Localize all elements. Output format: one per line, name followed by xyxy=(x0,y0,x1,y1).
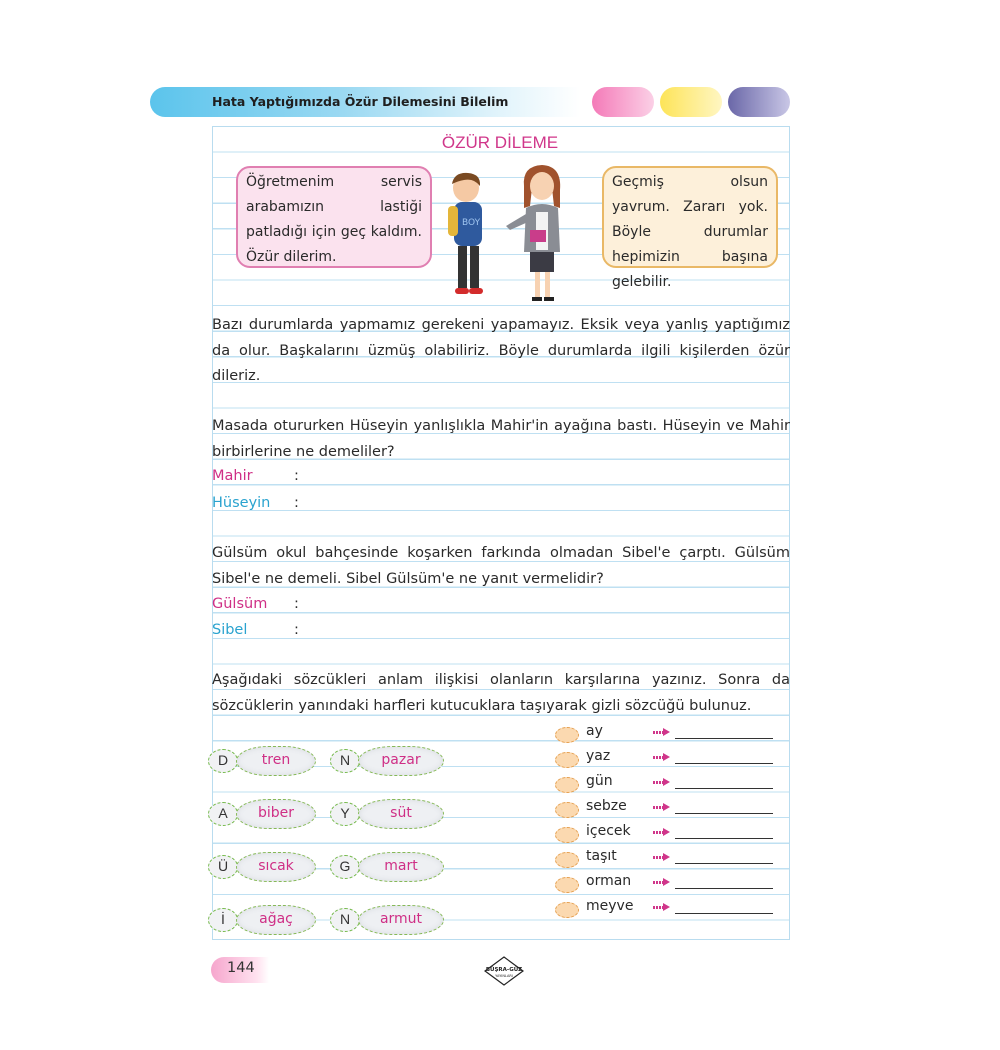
target-row xyxy=(555,872,795,897)
decor-pill-purple xyxy=(728,87,790,117)
answer-line[interactable] xyxy=(675,838,773,839)
answer-colon: : xyxy=(294,495,299,511)
svg-text:BOY: BOY xyxy=(462,218,481,228)
answer-label: Hüseyin xyxy=(212,495,271,511)
teacher-illustration xyxy=(502,160,576,306)
word-cloud: süt xyxy=(358,799,444,829)
publisher-logo-icon xyxy=(484,956,524,986)
question-2-text: Gülsüm okul bahçesinde koşarken farkında olmadan Sibel'e çarptı. Gülsüm Sibel'e ne demeli. Sibel Gülsüm'e ne yanıt vermelidir? xyxy=(212,545,790,587)
answer-line[interactable] xyxy=(675,863,773,864)
target-row xyxy=(555,722,795,747)
word-cloud: ağaç xyxy=(236,905,316,935)
target-word: sebze xyxy=(586,798,627,814)
teacher-speech-bubble: Geçmiş olsun yavrum. Zararı yok. Böyle durumlar hepimizin başına gelebilir. xyxy=(602,166,778,268)
target-word: orman xyxy=(586,873,632,889)
word-cloud: armut xyxy=(358,905,444,935)
page-number: 144 xyxy=(227,960,255,976)
answer-row-sibel xyxy=(212,618,299,643)
answer-row-huseyin xyxy=(212,491,299,516)
answer-label: Sibel xyxy=(212,622,248,638)
answer-oval[interactable] xyxy=(555,802,579,818)
letter-cloud: Ü xyxy=(208,855,238,879)
answer-oval[interactable] xyxy=(555,852,579,868)
answer-colon: : xyxy=(294,596,299,612)
answer-oval[interactable] xyxy=(555,752,579,768)
activity-instructions: Aşağıdaki sözcükleri anlam ilişkisi olanların karşılarına yazınız. Sonra da sözcüklerin yanındaki harfleri kutucuklara taşıyarak gizli sözcüğü bulunuz. xyxy=(212,672,790,714)
answer-line[interactable] xyxy=(675,888,773,889)
target-word: ay xyxy=(586,723,603,739)
target-word: taşıt xyxy=(586,848,617,864)
word-cloud: pazar xyxy=(358,746,444,776)
answer-line[interactable] xyxy=(675,813,773,814)
decor-pill-yellow xyxy=(660,87,722,117)
word-cloud: biber xyxy=(236,799,316,829)
letter-cloud: G xyxy=(330,855,360,879)
arrow-icon xyxy=(653,831,671,834)
target-word: meyve xyxy=(586,898,634,914)
letter-cloud: Y xyxy=(330,802,360,826)
arrow-icon xyxy=(653,781,671,784)
svg-text:YAYINLARI: YAYINLARI xyxy=(495,974,513,978)
intro-paragraph: Bazı durumlarda yapmamız gerekeni yapamayız. Eksik veya yanlış yaptığımız da olur. Başkalarını üzmüş olabiliriz. Böyle durumlarda ilgili kişilerden özür dileriz. xyxy=(212,317,790,384)
letter-cloud: İ xyxy=(208,908,238,932)
svg-text:BÜŞRA-GÜZ: BÜŞRA-GÜZ xyxy=(485,967,523,973)
letter-cloud: A xyxy=(208,802,238,826)
arrow-icon xyxy=(653,756,671,759)
target-row xyxy=(555,897,795,922)
answer-row-mahir xyxy=(212,464,299,489)
page-number-badge xyxy=(211,957,269,983)
arrow-icon xyxy=(653,731,671,734)
section-title: ÖZÜR DİLEME xyxy=(441,133,559,152)
word-cloud: tren xyxy=(236,746,316,776)
boy-illustration xyxy=(438,170,500,302)
answer-row-gulsum xyxy=(212,592,299,617)
arrow-icon xyxy=(653,906,671,909)
target-word: içecek xyxy=(586,823,631,839)
answer-oval[interactable] xyxy=(555,827,579,843)
target-row xyxy=(555,797,795,822)
arrow-icon xyxy=(653,881,671,884)
target-row xyxy=(555,772,795,797)
answer-oval[interactable] xyxy=(555,902,579,918)
page-header-title: Hata Yaptığımızda Özür Dilemesini Bilelim xyxy=(212,94,509,109)
answer-line[interactable] xyxy=(675,913,773,914)
target-row xyxy=(555,822,795,847)
answer-oval[interactable] xyxy=(555,877,579,893)
target-row xyxy=(555,747,795,772)
answer-label: Gülsüm xyxy=(212,596,268,612)
answer-oval[interactable] xyxy=(555,727,579,743)
boy-speech-bubble: Öğretmenim servis arabamızın lastiği patladığı için geç kaldım. Özür dilerim. xyxy=(236,166,432,268)
answer-colon: : xyxy=(294,622,299,638)
decor-pill-pink xyxy=(592,87,654,117)
word-cloud: mart xyxy=(358,852,444,882)
answer-line[interactable] xyxy=(675,788,773,789)
answer-line[interactable] xyxy=(675,738,773,739)
answer-colon: : xyxy=(294,468,299,484)
target-word: yaz xyxy=(586,748,611,764)
word-cloud: sıcak xyxy=(236,852,316,882)
question-1-text: Masada otururken Hüseyin yanlışlıkla Mahir'in ayağına bastı. Hüseyin ve Mahir birbirlerine ne demeliler? xyxy=(212,418,790,460)
arrow-icon xyxy=(653,806,671,809)
answer-line[interactable] xyxy=(675,763,773,764)
target-row xyxy=(555,847,795,872)
letter-cloud: D xyxy=(208,749,238,773)
answer-oval[interactable] xyxy=(555,777,579,793)
answer-label: Mahir xyxy=(212,468,253,484)
letter-cloud: N xyxy=(330,908,360,932)
target-word: gün xyxy=(586,773,613,789)
letter-cloud: N xyxy=(330,749,360,773)
arrow-icon xyxy=(653,856,671,859)
